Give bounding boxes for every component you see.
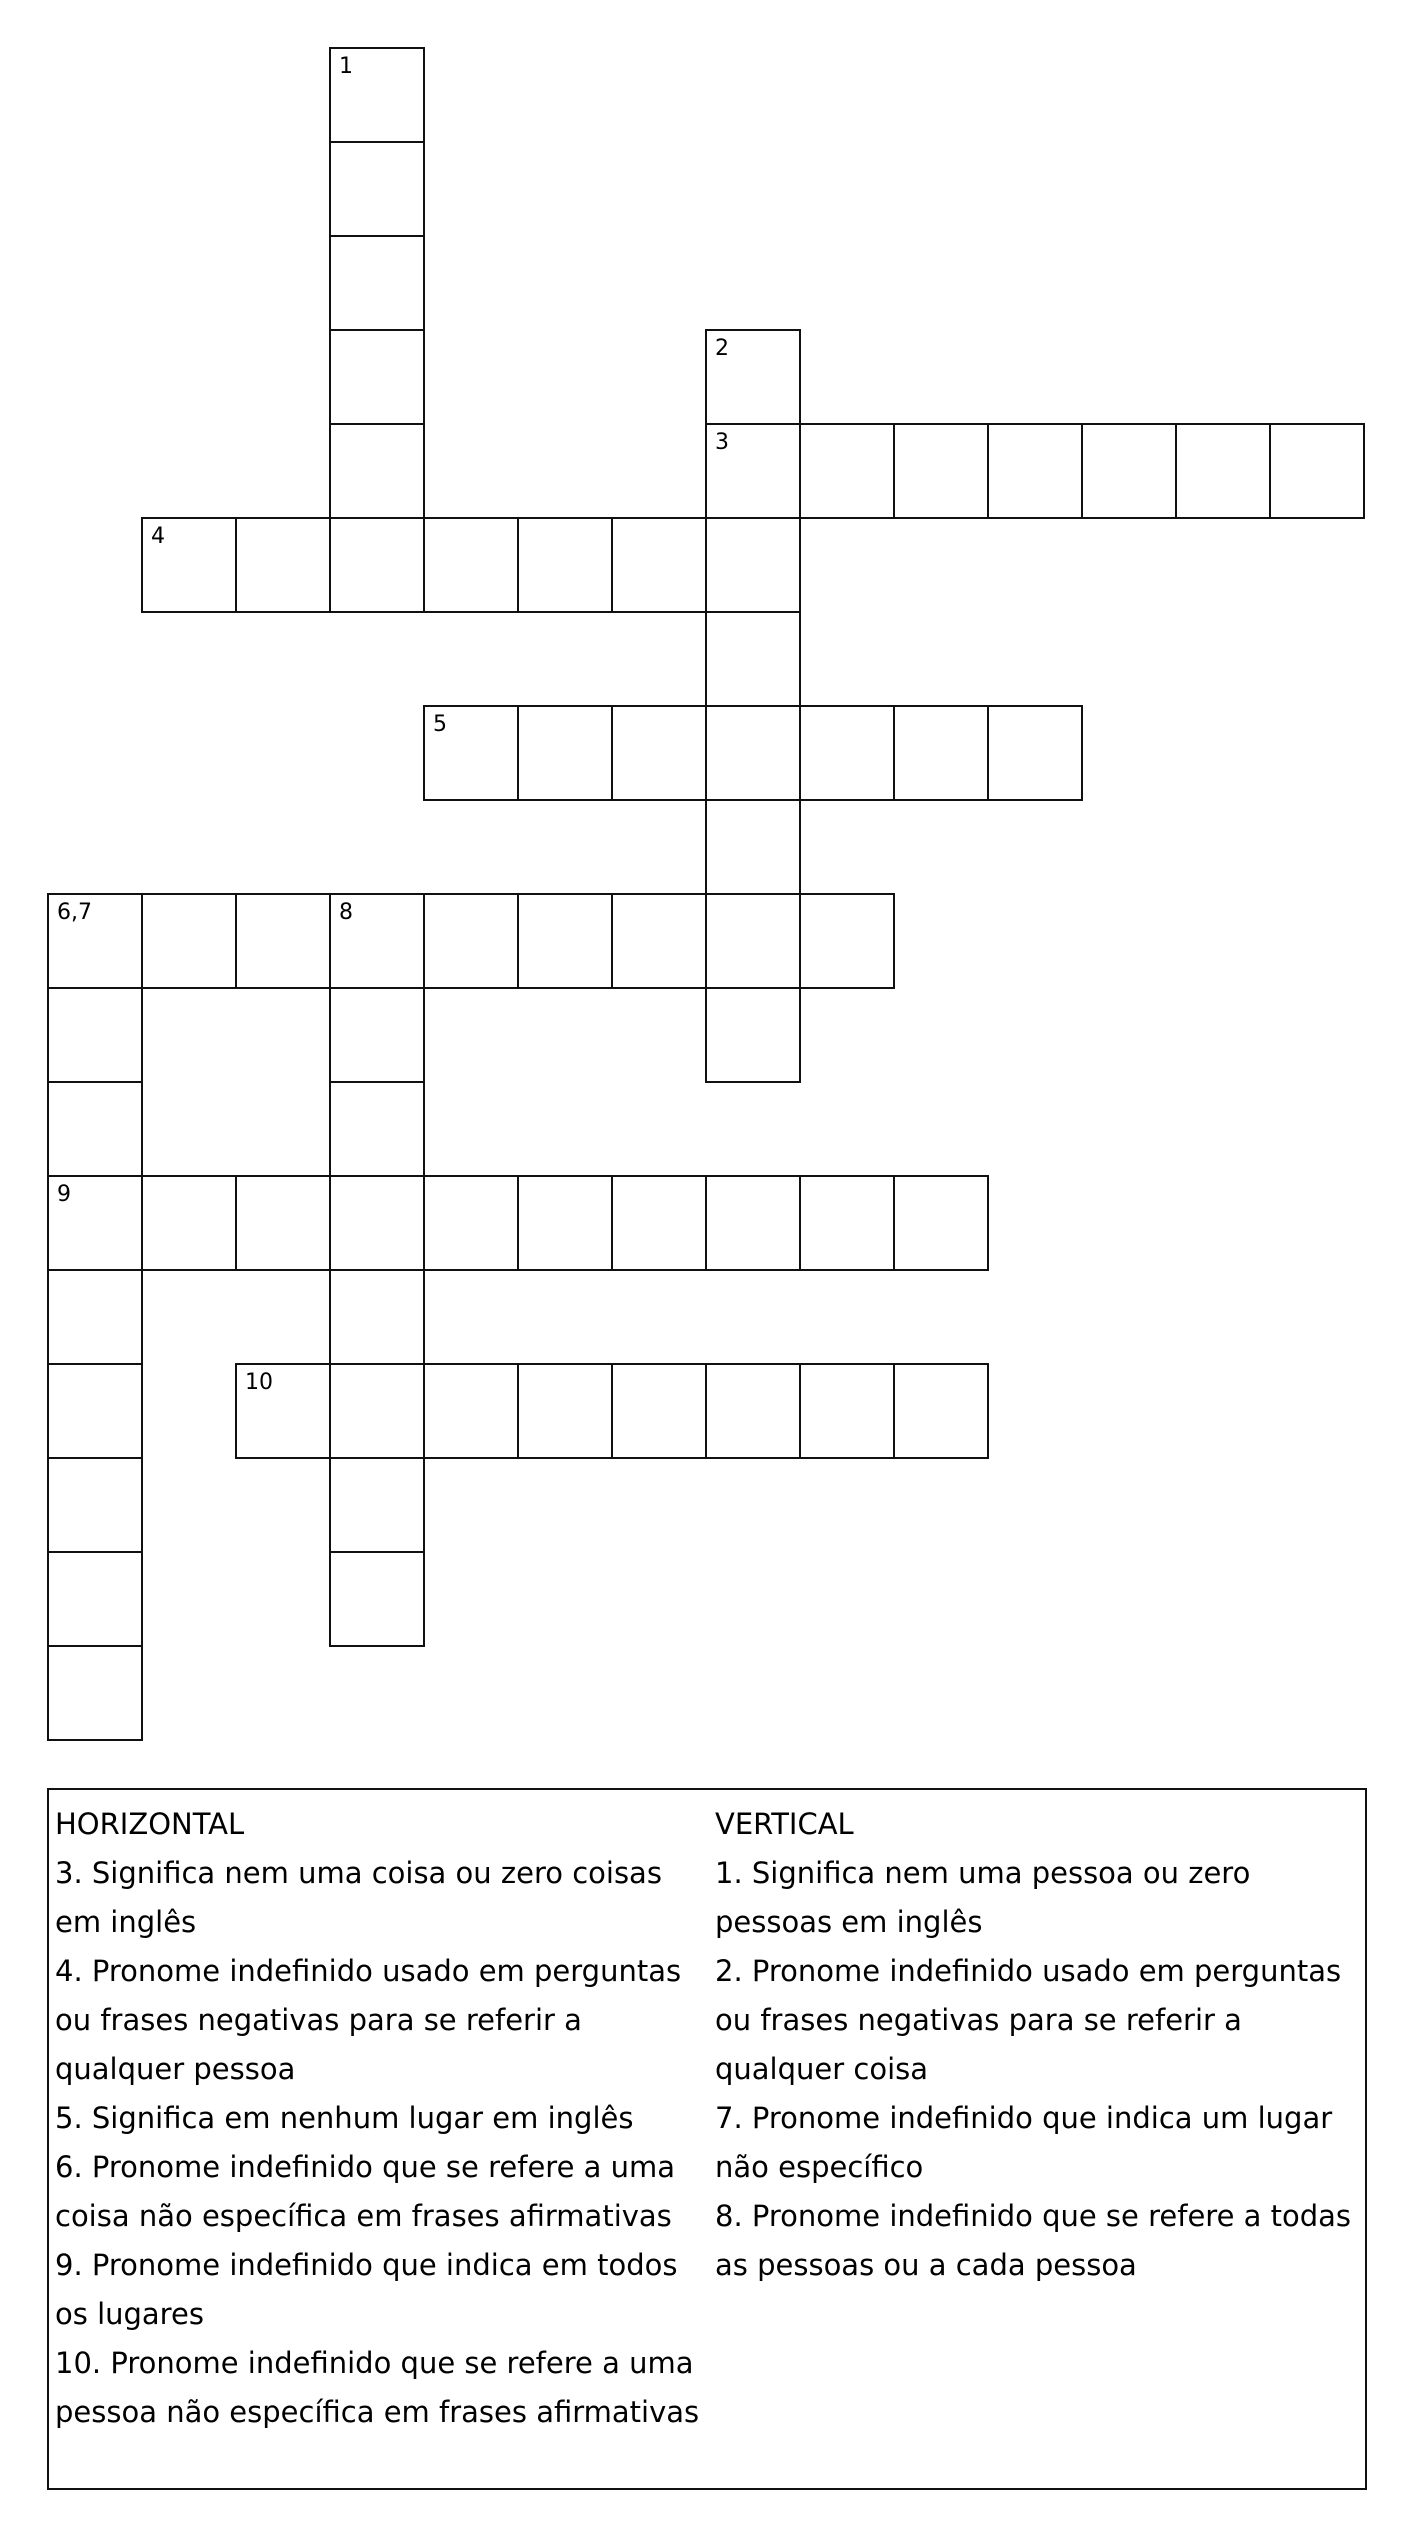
crossword-cell[interactable]: [705, 423, 801, 519]
crossword-cell[interactable]: [799, 705, 895, 801]
crossword-cell[interactable]: [517, 517, 613, 613]
crossword-cell[interactable]: [987, 423, 1083, 519]
crossword-cell[interactable]: [1269, 423, 1365, 519]
crossword-cell[interactable]: [329, 1363, 425, 1459]
vertical-title: VERTICAL: [715, 1807, 854, 1841]
crossword-cell[interactable]: [47, 1363, 143, 1459]
crossword-cell[interactable]: [611, 1175, 707, 1271]
clue-down-7: 7. Pronome indefinido que indica um lugar não específico: [715, 2101, 1333, 2184]
crossword-cell[interactable]: [1175, 423, 1271, 519]
crossword-cell[interactable]: [1081, 423, 1177, 519]
crossword-cell[interactable]: [329, 1457, 425, 1553]
crossword-cell[interactable]: [611, 517, 707, 613]
crossword-cell[interactable]: [141, 517, 237, 613]
crossword-cell[interactable]: [893, 423, 989, 519]
crossword-cell[interactable]: [47, 1457, 143, 1553]
crossword-cell[interactable]: [235, 517, 331, 613]
cell-number: 3: [715, 430, 729, 455]
clue-across-4: 4. Pronome indefinido usado em perguntas ou frases negativas para se referir a qualquer pessoa: [55, 1954, 682, 2086]
crossword-cell[interactable]: [329, 1551, 425, 1647]
crossword-cell[interactable]: [329, 1175, 425, 1271]
horizontal-title: HORIZONTAL: [55, 1807, 245, 1841]
crossword-cell[interactable]: [611, 893, 707, 989]
crossword-cell[interactable]: [329, 1081, 425, 1177]
crossword-cell[interactable]: [705, 1363, 801, 1459]
crossword-cell[interactable]: [517, 705, 613, 801]
crossword-cell[interactable]: [329, 893, 425, 989]
crossword-cell[interactable]: [329, 235, 425, 331]
crossword-cell[interactable]: [235, 893, 331, 989]
crossword-cell[interactable]: [893, 1175, 989, 1271]
crossword-cell[interactable]: [611, 1363, 707, 1459]
cell-number: 9: [57, 1182, 71, 1207]
crossword-cell[interactable]: [611, 705, 707, 801]
clue-across-5: 5. Significa em nenhum lugar em inglês: [55, 2101, 634, 2135]
clues-box: [47, 1788, 1367, 2490]
crossword-cell[interactable]: [329, 517, 425, 613]
crossword-cell[interactable]: [329, 47, 425, 143]
crossword-cell[interactable]: [47, 893, 143, 989]
crossword-cell[interactable]: [705, 1175, 801, 1271]
crossword-cell[interactable]: [987, 705, 1083, 801]
horizontal-clues: [55, 1800, 705, 2437]
crossword-cell[interactable]: [329, 423, 425, 519]
crossword-cell[interactable]: [423, 517, 519, 613]
clue-down-8: 8. Pronome indefinido que se refere a todas as pessoas ou a cada pessoa: [715, 2199, 1352, 2282]
crossword-cell[interactable]: [47, 1175, 143, 1271]
crossword-cell[interactable]: [141, 893, 237, 989]
crossword-cell[interactable]: [47, 1645, 143, 1741]
clue-across-10: 10. Pronome indefinido que se refere a uma pessoa não específica em frases afirmativas: [55, 2346, 700, 2429]
cell-number: 6,7: [57, 900, 92, 925]
clue-down-1: 1. Significa nem uma pessoa ou zero pessoas em inglês: [715, 1856, 1251, 1939]
crossword-cell[interactable]: [235, 1175, 331, 1271]
crossword-cell[interactable]: [705, 329, 801, 425]
crossword-cell[interactable]: [47, 987, 143, 1083]
crossword-cell[interactable]: [799, 1363, 895, 1459]
crossword-cell[interactable]: [893, 1363, 989, 1459]
clue-across-3: 3. Significa nem uma coisa ou zero coisas em inglês: [55, 1856, 662, 1939]
crossword-cell[interactable]: [329, 1269, 425, 1365]
clue-across-9: 9. Pronome indefinido que indica em todos os lugares: [55, 2248, 678, 2331]
crossword-cell[interactable]: [705, 705, 801, 801]
cell-number: 10: [245, 1370, 273, 1395]
crossword-cell[interactable]: [329, 987, 425, 1083]
crossword-cell[interactable]: [705, 893, 801, 989]
crossword-cell[interactable]: [893, 705, 989, 801]
crossword-cell[interactable]: [517, 1175, 613, 1271]
crossword-cell[interactable]: [47, 1551, 143, 1647]
crossword-cell[interactable]: [47, 1081, 143, 1177]
crossword-cell[interactable]: [799, 1175, 895, 1271]
clue-across-6: 6. Pronome indefinido que se refere a uma coisa não específica em frases afirmativas: [55, 2150, 676, 2233]
crossword-cell[interactable]: [517, 1363, 613, 1459]
vertical-clues: [715, 1800, 1365, 2290]
crossword-cell[interactable]: [517, 893, 613, 989]
crossword-cell[interactable]: [423, 705, 519, 801]
crossword-cell[interactable]: [235, 1363, 331, 1459]
crossword-cell[interactable]: [329, 141, 425, 237]
crossword-cell[interactable]: [423, 1363, 519, 1459]
crossword-cell[interactable]: [705, 987, 801, 1083]
crossword-cell[interactable]: [705, 611, 801, 707]
cell-number: 5: [433, 712, 447, 737]
crossword-cell[interactable]: [799, 423, 895, 519]
cell-number: 2: [715, 336, 729, 361]
cell-number: 1: [339, 54, 353, 79]
crossword-cell[interactable]: [705, 517, 801, 613]
cell-number: 8: [339, 900, 353, 925]
clue-down-2: 2. Pronome indefinido usado em perguntas ou frases negativas para se referir a qualquer coisa: [715, 1954, 1342, 2086]
crossword-cell[interactable]: [423, 893, 519, 989]
crossword-cell[interactable]: [141, 1175, 237, 1271]
crossword-cell[interactable]: [329, 329, 425, 425]
cell-number: 4: [151, 524, 165, 549]
crossword-cell[interactable]: [423, 1175, 519, 1271]
crossword-cell[interactable]: [47, 1269, 143, 1365]
crossword-cell[interactable]: [705, 799, 801, 895]
crossword-cell[interactable]: [799, 893, 895, 989]
